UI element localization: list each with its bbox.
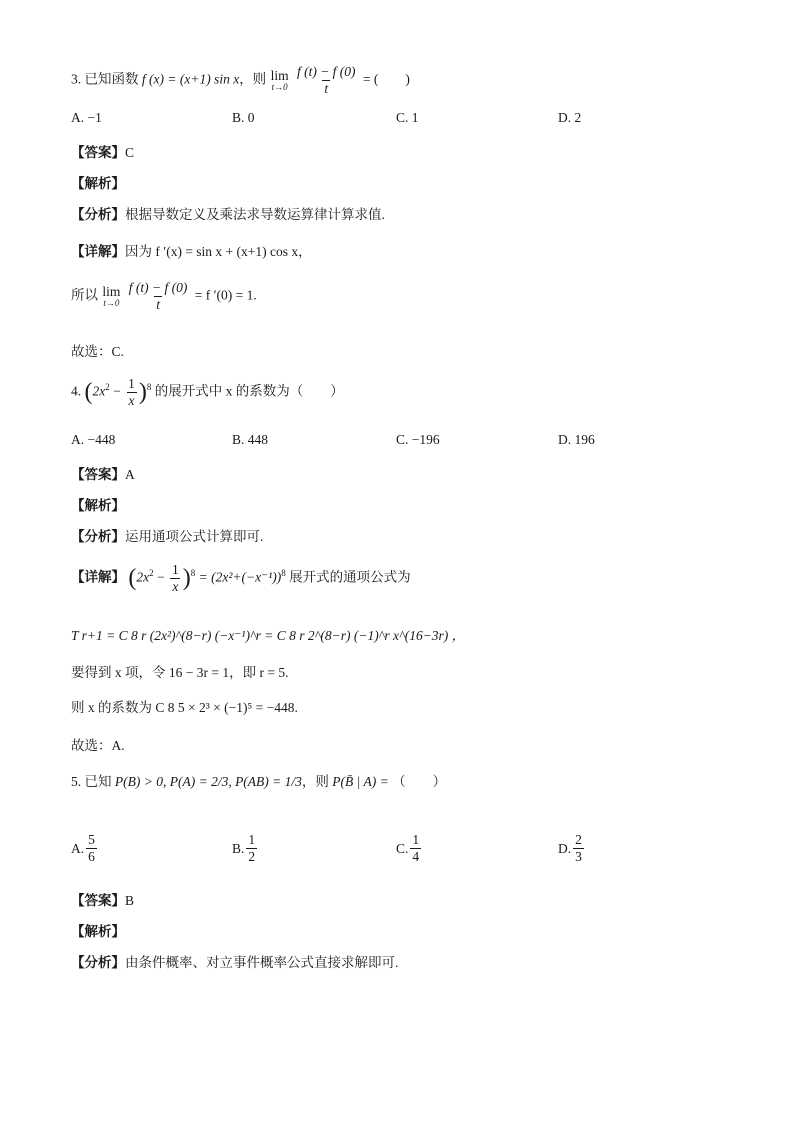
q4-stem-prefix: 4. [71, 383, 82, 399]
q5-stem-math: P(B) > 0, P(A) = 2/3, P(AB) = 1/3 [114, 774, 302, 789]
q4-detail: 【详解】 ($2x^2$ − $\frac{1}{x}$ )$^8 = (2x^2+(-x^{-1}))^8$ 展开式的通项公式为 [71, 562, 411, 594]
q4-detail-end: 展开式的通项公式为 [289, 569, 411, 585]
q5-option-c-letter: C. [396, 840, 409, 856]
q4-expr-a: 2x [92, 383, 106, 399]
q3-stem [71, 64, 410, 97]
q4-detail-num: 1 [172, 562, 179, 577]
q3-detail-label: 【详解】 [71, 244, 125, 259]
q4-step1: 要得到 x 项，令 16 − 3r = 1，即 r = 5. [71, 665, 289, 680]
q4-stem: 4. ($2x^2$ − $\frac{1}{x}$ )$^8$ 的展开式中 x 的系数为（ ） [71, 376, 344, 408]
q3-frac-num-2: f (t) − f (0) [128, 280, 188, 295]
q5-option-a-num: 5 [88, 832, 95, 847]
q5-stem-prefix: 5. 已知 [71, 774, 112, 789]
q5-option-d-num: 2 [575, 832, 582, 847]
q4-option-d[interactable]: D. 196 [558, 432, 595, 447]
q3-lim-word-2: lim [102, 284, 121, 299]
q5-option-a-frac [86, 832, 97, 865]
q5-stem-mid: ，则 [301, 774, 329, 789]
q3-fenxi [71, 203, 385, 223]
q3-so-end: = f ′(0) = 1. [194, 287, 257, 303]
q4-answer-label: 【答案】 [71, 467, 125, 482]
q3-answer [71, 141, 134, 161]
q5-options [71, 832, 731, 872]
q3-lim-sub: t→0 [271, 82, 288, 92]
q4-general-term: T r+1 = C 8 r (2x²)^(8−r) (−x⁻¹)^r = C 8 r 2^(8−r) (−1)^r x^(16−3r) ， [71, 628, 466, 643]
q4-detail-label: 【详解】 [71, 569, 125, 585]
q4-power: 8 [146, 382, 152, 393]
q5-option-c[interactable] [396, 832, 423, 865]
q5-option-b-den: 2 [248, 849, 256, 864]
q5-option-a-letter: A. [71, 840, 85, 856]
q5-option-a[interactable] [71, 832, 99, 865]
q3-option-d[interactable]: D. 2 [558, 110, 582, 125]
q4-options [71, 432, 731, 472]
q5-fenxi-label: 【分析】 [71, 955, 125, 970]
q4-conclusion: 故选：A. [71, 738, 125, 753]
q3-analysis-label: 【解析】 [71, 176, 125, 191]
q5-analysis-label: 【解析】 [71, 924, 125, 939]
q3-frac-num: f (t) − f (0) [296, 64, 356, 79]
q4-answer [71, 463, 135, 483]
q3-limit [271, 69, 289, 92]
q3-detail [71, 240, 312, 260]
q4-detail-mid: = (2x²+(−x⁻¹)) [198, 569, 282, 585]
q3-frac-den-2: t [156, 297, 160, 312]
q3-options [71, 110, 731, 150]
q4-option-a[interactable]: A. −448 [71, 432, 116, 447]
q4-fenxi [71, 525, 263, 545]
q5-stem-target: P(B̄ | A) = [332, 774, 389, 789]
q5-stem-end: （ ） [392, 774, 447, 789]
q4-detail-expr-a: 2x [136, 569, 150, 585]
q3-lim-sub-2: t→0 [103, 298, 120, 308]
q3-option-a[interactable]: A. −1 [71, 110, 102, 125]
q4-stem-text: 的展开式中 x 的系数为（ ） [154, 383, 344, 399]
q3-so-prefix: 所以 [71, 287, 98, 303]
q3-detail-text: 因为 f ′(x) = sin x + (x+1) cos x， [125, 244, 312, 259]
q4-fenxi-text: 运用通项公式计算即可. [125, 529, 264, 544]
q3-option-b[interactable]: B. 0 [232, 110, 255, 125]
q5-answer [71, 889, 134, 909]
q5-option-c-frac [410, 832, 421, 865]
q4-detail-fraction [170, 562, 181, 595]
q5-option-d-letter: D. [558, 840, 572, 856]
q5-stem [71, 770, 446, 790]
q4-answer-value: A [125, 467, 135, 482]
q4-option-c[interactable]: C. −196 [396, 432, 440, 447]
q5-option-a-den: 6 [88, 849, 95, 864]
q4-analysis-label: 【解析】 [71, 498, 125, 513]
q4-detail-power-2: 8 [281, 568, 286, 579]
q3-fenxi-label: 【分析】 [71, 207, 125, 222]
q4-detail-power: 8 [190, 568, 196, 579]
q4-fenxi-label: 【分析】 [71, 529, 125, 544]
q3-lim-word: lim [270, 68, 289, 83]
q4-expr-fraction [126, 376, 137, 409]
q5-fenxi [71, 951, 398, 971]
q3-fraction [295, 64, 358, 97]
q5-answer-value: B [125, 893, 135, 908]
q3-conclusion: 故选：C. [71, 344, 124, 359]
q3-answer-label: 【答案】 [71, 145, 125, 160]
q5-option-b[interactable] [232, 832, 259, 865]
q4-step2: 则 x 的系数为 C 8 5 × 2³ × (−1)⁵ = −448. [71, 700, 298, 715]
q4-expr-num: 1 [128, 376, 135, 391]
q4-option-b[interactable]: B. 448 [232, 432, 269, 447]
q3-fenxi-text: 根据导数定义及乘法求导数运算律计算求值. [125, 207, 385, 222]
q3-fraction-2 [127, 280, 190, 313]
q5-option-d[interactable] [558, 832, 586, 865]
q5-option-d-frac [573, 832, 584, 865]
q3-stem-middle: ，则 [239, 71, 267, 87]
q3-frac-den: t [324, 81, 329, 96]
q5-option-d-den: 3 [575, 849, 582, 864]
q3-answer-value: C [125, 145, 135, 160]
q5-option-b-num: 1 [248, 832, 256, 847]
q4-detail-den: x [172, 579, 179, 594]
q3-stem-end: = ( ) [362, 71, 410, 87]
q5-option-b-frac [246, 832, 257, 865]
q5-option-c-den: 4 [412, 849, 420, 864]
q3-stem-prefix: 3. 已知函数 [71, 71, 139, 87]
q3-option-c[interactable]: C. 1 [396, 110, 419, 125]
q3-limit-result [71, 280, 257, 313]
q5-option-b-letter: B. [232, 840, 245, 856]
q5-fenxi-text: 由条件概率、对立事件概率公式直接求解即可. [125, 955, 399, 970]
q5-option-c-num: 1 [412, 832, 420, 847]
q3-function: f (x) = (x+1) sin x [141, 71, 240, 87]
q4-expr-den: x [128, 393, 135, 408]
q5-answer-label: 【答案】 [71, 893, 125, 908]
q3-limit-2 [102, 285, 120, 308]
